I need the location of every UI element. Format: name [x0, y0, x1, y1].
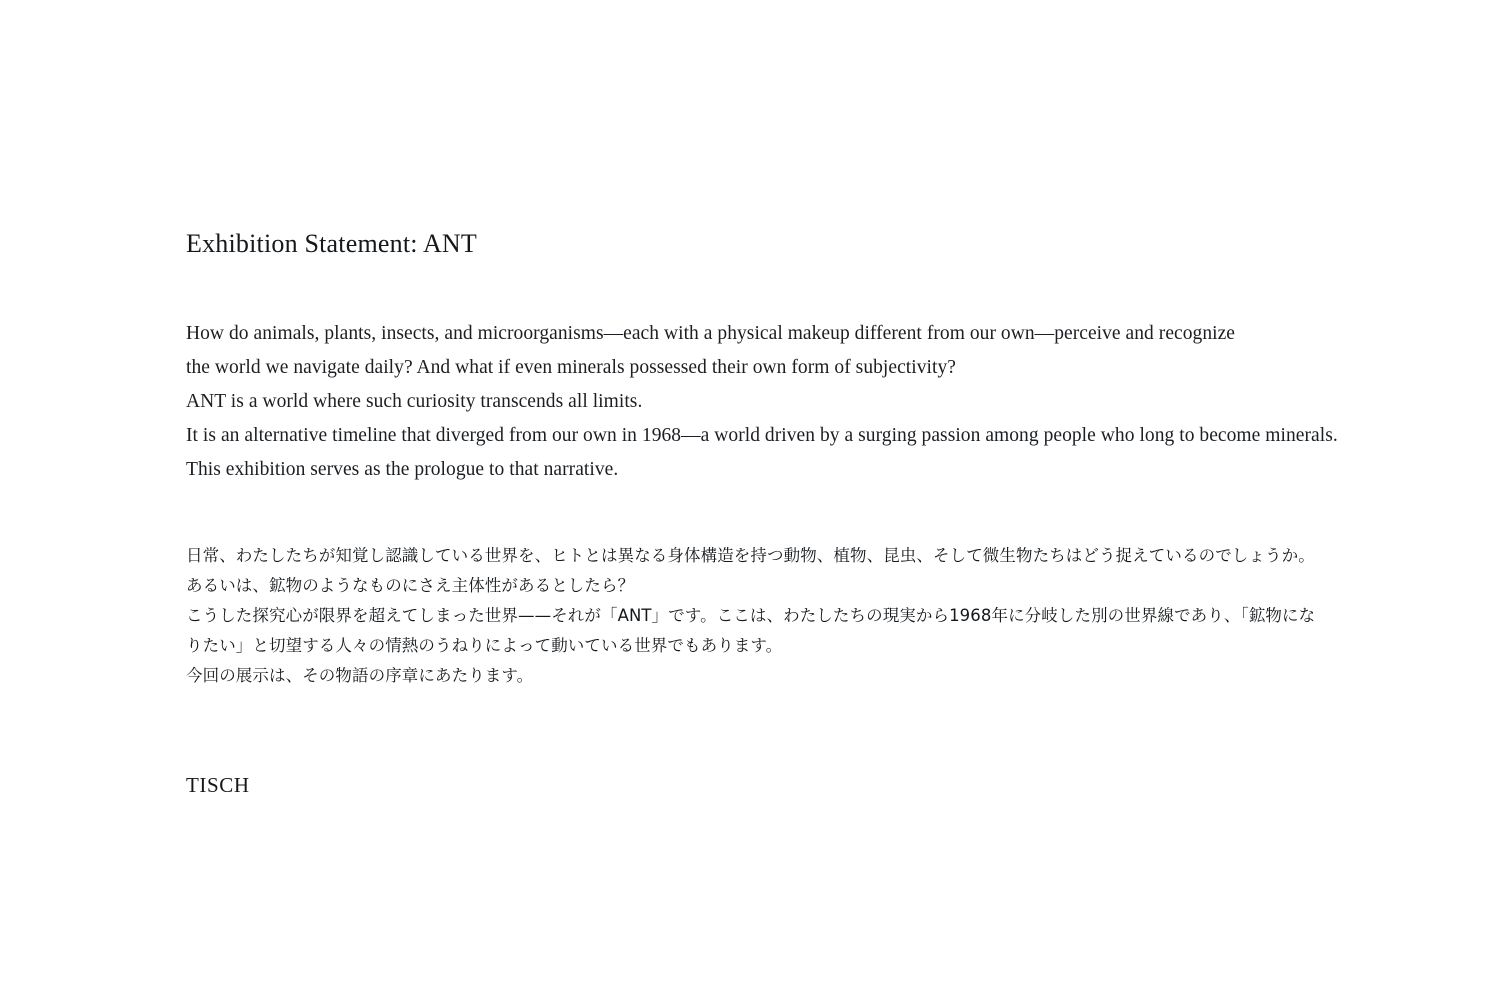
page-title: Exhibition Statement: ANT [186, 229, 477, 258]
english-statement [186, 317, 1338, 487]
statement-content [186, 228, 1338, 798]
signature: TISCH [186, 773, 250, 798]
english-line: the world we navigate daily? And what if even minerals possessed their own form of subjectivity? [186, 357, 956, 379]
japanese-line: あるいは、鉱物のようなものにさえ主体性があるとしたら？ [186, 576, 635, 596]
japanese-line: りたい」と切望する人々の情熱のうねりによって動いている世界でもあります。 [186, 636, 783, 656]
japanese-line: 日常、わたしたちが知覚し認識している世界を、ヒトとは異なる身体構造を持つ動物、植物、昆虫、そして微生物たちはどう捉えているのでしょうか。 [186, 546, 1315, 566]
english-line: This exhibition serves as the prologue to that narrative. [186, 459, 619, 481]
english-line: How do animals, plants, insects, and microorganisms—each with a physical makeup different from our own—perceive and recognize [186, 323, 1236, 345]
japanese-line: 今回の展示は、その物語の序章にあたります。 [186, 666, 534, 686]
japanese-line: こうした探究心が限界を超えてしまった世界——それが「ANT」です。ここは、わたしたちの現実から1968年に分岐した別の世界線であり、「鉱物にな [186, 606, 1316, 626]
japanese-statement [186, 541, 1326, 691]
english-line: ANT is a world where such curiosity transcends all limits. [186, 391, 643, 413]
english-line: It is an alternative timeline that diverged from our own in 1968—a world driven by a surging passion among people who long to become minerals. [186, 425, 1338, 447]
section-spacer [186, 487, 1326, 541]
